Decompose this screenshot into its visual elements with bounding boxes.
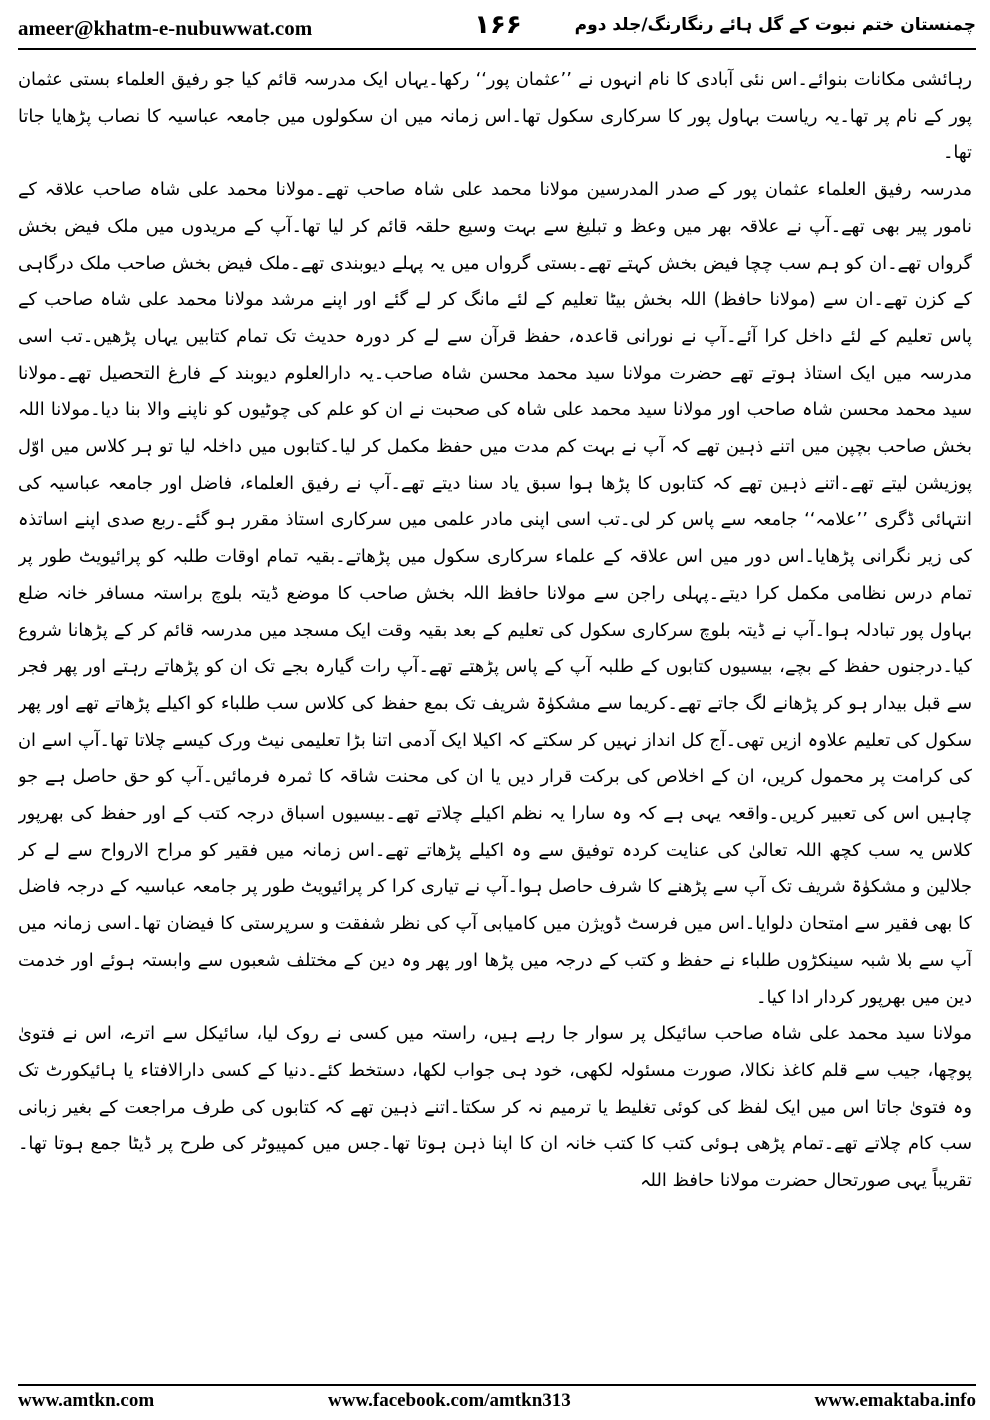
header-email: ameer@khatm-e-nubuwwat.com: [18, 16, 313, 40]
page-footer: [18, 1384, 976, 1416]
footer-link-facebook[interactable]: www.facebook.com/amtkn313: [328, 1390, 571, 1411]
book-title: چمنستان ختم نبوت کے گل ہائے رنگارنگ/جلد دوم: [574, 15, 976, 35]
page-number: ۱۶۶: [474, 10, 522, 40]
page-body: [18, 62, 972, 1370]
paragraph-2: مدرسہ رفیق العلماء عثمان پور کے صدر المدرسین مولانا محمد علی شاہ صاحب تھے۔مولانا محمد علی شاہ صاحب علاقہ کے نامور پیر بھی تھے۔آپ نے علاقہ بھر میں وعظ و تبلیغ سے بہت وسیع حلقہ قائم کر لیا تھا۔آپ کے مریدوں میں ملک فیض بخش گرواں تھے۔ان کو ہم سب چچا فیض بخش کہتے تھے۔بستی گرواں میں یہ پہلے دیوبندی تھے۔ملک فیض بخش صاحب ملک درگاہی کے کزن تھے۔ان سے (مولانا حافظ) اللہ بخش بیٹا تعلیم کے لئے مانگ کر لے گئے اور اپنے مرشد مولانا محمد علی شاہ صاحب کے پاس تعلیم کے لئے داخل کرا آئے۔آپ نے نورانی قاعدہ، حفظ قرآن سے لے کر دورہ حدیث تک تمام کتابیں یہاں پڑھیں۔تب اسی مدرسہ میں ایک استاذ ہوتے تھے حضرت مولانا سید محمد محسن شاہ صاحب۔یہ دارالعلوم دیوبند کے فارغ التحصیل تھے۔مولانا سید محمد محسن شاہ صاحب اور مولانا سید محمد علی شاہ کی صحبت نے ان کو علم کی چوٹیوں کو ناپنے والا بنا دیا۔مولانا اللہ بخش صاحب بچپن میں اتنے ذہین تھے کہ آپ نے بہت کم مدت میں حفظ مکمل کر لیا۔کتابوں میں داخلہ لیا تو ہر کلاس میں اوّل پوزیشن لیتے تھے۔اتنے ذہین تھے کہ کتابوں کا پڑھا ہوا سبق یاد سنا دیتے تھے۔آپ نے رفیق العلماء، فاضل اور جامعہ عباسیہ کی انتہائی ڈگری ’’علامہ‘‘ جامعہ سے پاس کر لی۔تب اسی اپنی مادر علمی میں سرکاری استاذ مقرر ہو گئے۔ربع صدی اپنے اساتذہ کی زیر نگرانی پڑھایا۔اس دور میں اس علاقہ کے علماء سرکاری سکول میں پڑھاتے۔بقیہ تمام اوقات طلبہ کو پرائیویٹ طور پر تمام درس نظامی مکمل کرا دیتے۔پہلی راجن سے مولانا حافظ اللہ بخش صاحب کا موضع ڈیتہ بلوچ براستہ مسافر خانہ ضلع بہاول پور تبادلہ ہوا۔آپ نے ڈیتہ بلوچ سرکاری سکول کی تعلیم کے بعد بقیہ وقت ایک مسجد میں مدرسہ قائم کر کے پڑھانا شروع کیا۔درجنوں حفظ کے بچے، بیسیوں کتابوں کے طلبہ آپ کے پاس پڑھتے تھے۔آپ رات گیارہ بجے تک ان کو پڑھاتے رہتے اور پھر فجر سے قبل بیدار ہو کر پڑھانے لگ جاتے تھے۔کریما سے مشکوٰۃ شریف تک بمع حفظ کی کلاس سب طلباء کو اکیلے پڑھاتے تھے اور پھر سکول کی تعلیم علاوہ ازیں تھی۔آج کل انداز نہیں کر سکتے کہ اکیلا ایک آدمی اتنا بڑا تعلیمی نیٹ ورک کیسے چلاتا تھا۔آپ اسے ان کی کرامت پر محمول کریں، ان کے اخلاص کی برکت قرار دیں یا ان کی محنت شاقہ کا ثمرہ فرمائیں۔آپ کو حق حاصل ہے جو چاہیں اس کی تعبیر کریں۔واقعہ یہی ہے کہ وہ سارا یہ نظم اکیلے چلاتے تھے۔بیسیوں اسباق درجہ کتب کے اور حفظ کی بھرپور کلاس یہ سب کچھ اللہ تعالیٰ کی عنایت کردہ توفیق سے وہ اکیلے پڑھاتے تھے۔اس زمانہ میں فقیر کو مراح الارواح سے لے کر جلالین و مشکوٰۃ شریف تک آپ سے پڑھنے کا شرف حاصل ہوا۔آپ نے تیاری کرا کر پرائیویٹ طور پر جامعہ عباسیہ کے درجہ فاضل کا بھی فقیر سے امتحان دلوایا۔اس میں فرسٹ ڈویژن میں کامیابی آپ کی نظر شفقت و سرپرستی کا فیضان تھا۔اسی زمانہ میں آپ سے بلا شبہ سینکڑوں طلباء نے حفظ و کتب کے درجہ میں پڑھا اور پھر وہ دین کے مختلف شعبوں سے وابستہ ہوئے اور خدمت دین میں بھرپور کردار ادا کیا۔: [18, 179, 972, 1008]
page-header: [18, 8, 976, 50]
paragraph-1: رہائشی مکانات بنوائے۔اس نئی آبادی کا نام انہوں نے ’’عثمان پور‘‘ رکھا۔یہاں ایک مدرسہ قائم کیا جو رفیق العلماء بستی عثمان پور کے نام پر تھا۔یہ ریاست بہاول پور کا سرکاری سکول تھا۔اس زمانہ میں ان سکولوں میں جامعہ عباسیہ کا نصاب پڑھایا جاتا تھا۔: [18, 69, 972, 164]
footer-link-amtkn[interactable]: www.amtkn.com: [18, 1390, 155, 1411]
footer-link-emaktaba[interactable]: www.emaktaba.info: [814, 1390, 976, 1411]
paragraph-3: مولانا سید محمد علی شاہ صاحب سائیکل پر سوار جا رہے ہیں، راستہ میں کسی نے روک لیا، سائیکل سے اترے، اس نے فتویٰ پوچھا، جیب سے قلم کاغذ نکالا، صورت مسئولہ لکھی، خود ہی جواب لکھا، دستخط کئے۔دنیا کے کسی دارالافتاء یا ہائیکورٹ تک وہ فتویٰ جاتا اس میں ایک لفظ کی کوئی تغلیط یا ترمیم نہ کر سکتا۔اتنے ذہین تھے کہ کتابوں کی طرف مراجعت کے بغیر زبانی سب کام چلاتے تھے۔تمام پڑھی ہوئی کتب کا کتب خانہ ان کا اپنا ذہن ہوتا تھا۔جس میں کمپیوٹر کی طرح پر ڈیٹا جمع ہوتا تھا۔تقریباً یہی صورتحال حضرت مولانا حافظ اللہ: [18, 1023, 972, 1192]
